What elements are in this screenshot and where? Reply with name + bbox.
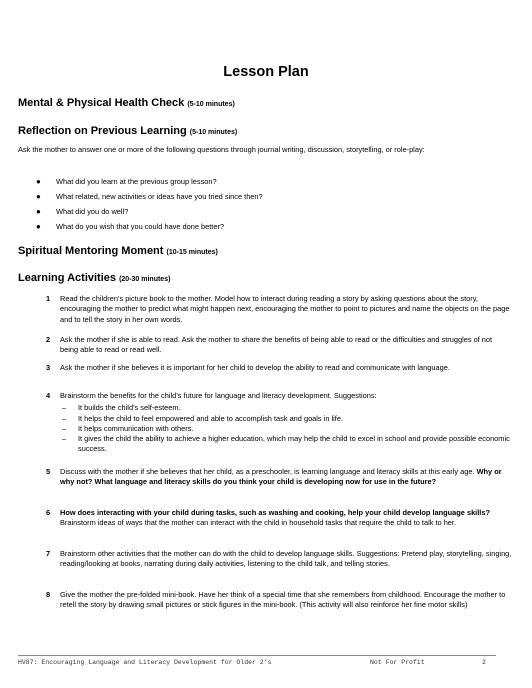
question-text: What related, new activities or ideas have you tried since then? (56, 192, 263, 201)
dash-icon: – (62, 434, 67, 444)
bullet-icon: ● (36, 192, 41, 201)
activity-number: 3 (46, 363, 51, 372)
activity-number: 1 (46, 294, 51, 303)
activity-text: Brainstorm other activities that the mother can do with the child to develop language skills. Suggestions: Pretend play, storytelling, singing, reading/looking at books, narrating during daily activities, listening to the child talk, and telling stories. (60, 549, 512, 569)
benefit-text: It helps the child to feel empowered and able to accomplish task and goals in life. (78, 413, 343, 423)
activity-item-1 (46, 294, 512, 325)
activity-bold-question: Why or why not? What language and literacy skills do you think your child is developing now for use in the future? (60, 467, 502, 487)
heading-health-check-duration: (5-10 minutes) (187, 101, 235, 108)
heading-activities (18, 272, 170, 284)
footer-divider (18, 655, 496, 656)
question-text: What did you do well? (56, 207, 129, 216)
activity-text: Ask the mother if she believes it is important for her child to develop the ability to read and communicate with language. (60, 363, 450, 372)
activity-text: Brainstorm the benefits for the child’s future for language and literacy development. Suggestions: (60, 391, 377, 400)
dash-icon: – (62, 403, 67, 413)
heading-spiritual-label: Spiritual Mentoring Moment (18, 245, 164, 257)
question-text: What do you wish that you could have done better? (56, 222, 225, 231)
activity-item-6 (46, 508, 512, 529)
activity-number: 6 (46, 508, 51, 517)
reflection-question-list (36, 177, 506, 237)
list-item (36, 207, 506, 222)
heading-spiritual (18, 245, 218, 257)
activity-text: Brainstorm ideas of ways that the mother can interact with the child in household tasks that require the child to talk to her. (60, 518, 457, 528)
activity-number: 2 (46, 335, 51, 344)
bullet-icon: ● (36, 222, 41, 231)
activity-number: 7 (46, 549, 51, 558)
bullet-icon: ● (36, 177, 41, 186)
activity-number: 5 (46, 467, 51, 476)
page-title: Lesson Plan (223, 64, 309, 80)
heading-activities-duration: (20-30 minutes) (119, 276, 171, 283)
activity-text: Discuss with the mother if she believes that her child, as a preschooler, is learning language and literacy skills at this early age. (60, 467, 475, 476)
activity-bold-question: How does interacting with your child during tasks, such as washing and cooking, help your child develop language skills? (60, 508, 490, 517)
activity-item-2 (46, 335, 512, 356)
footer-document-title: HV87: Encouraging Language and Literacy Development for Older 2’s (18, 659, 272, 666)
benefit-text: It helps communication with others. (78, 423, 194, 433)
list-item (60, 403, 512, 413)
activity-item-3 (46, 363, 512, 373)
list-item (36, 192, 506, 207)
footer-page-number: 2 (482, 659, 486, 666)
heading-reflection-duration: (5-10 minutes) (189, 129, 238, 136)
heading-health-check-label: Mental & Physical Health Check (18, 97, 185, 109)
heading-activities-label: Learning Activities (18, 272, 117, 284)
list-item (60, 424, 512, 434)
list-item (36, 177, 506, 192)
benefit-text: It builds the child’s self-esteem. (78, 403, 181, 413)
activity-number: 8 (46, 590, 51, 599)
heading-reflection (18, 125, 237, 137)
dash-icon: – (62, 423, 67, 433)
heading-spiritual-duration: (10-15 minutes) (166, 249, 218, 256)
footer-label: Not For Profit (370, 659, 425, 666)
dash-icon: – (62, 413, 67, 423)
activity-text: Read the children’s picture book to the mother. Model how to interact during reading a story by asking questions about the story, encouraging the mother to predict what might happen next, encouraging the mother to point to pictures and name the objects on the page and to tell the story in her own words. (60, 294, 510, 324)
activity-item-5 (46, 467, 512, 488)
question-text: What did you learn at the previous group lesson? (56, 177, 217, 186)
benefit-text: It gives the child the ability to achieve a higher education, which may help the child to excel in school and provide possible economic success. (78, 434, 510, 454)
list-item (60, 414, 512, 424)
activity-item-7 (46, 549, 512, 570)
bullet-icon: ● (36, 207, 41, 216)
list-item (36, 222, 506, 237)
activity-item-4 (46, 391, 512, 455)
activity-text: Give the mother the pre-folded mini-book. Have her think of a special time that she remembers from childhood. Encourage the mother to retell the story by drawing small pictures or stick figures in the mini-book. (This activity will also reinforce her fine motor skills) (60, 590, 506, 610)
activity-text: Ask the mother if she is able to read. Ask the mother to share the benefits of being able to read or the difficulties and struggles of not being able to read or read well. (60, 335, 493, 355)
heading-reflection-label: Reflection on Previous Learning (18, 125, 187, 137)
reflection-intro: Ask the mother to answer one or more of the following questions through journal writing, discussion, storytelling, or role-play: (18, 145, 425, 154)
activity-item-8 (46, 590, 512, 611)
benefit-list (60, 403, 512, 454)
heading-health-check (18, 97, 235, 109)
activity-number: 4 (46, 391, 51, 400)
list-item (60, 434, 512, 455)
